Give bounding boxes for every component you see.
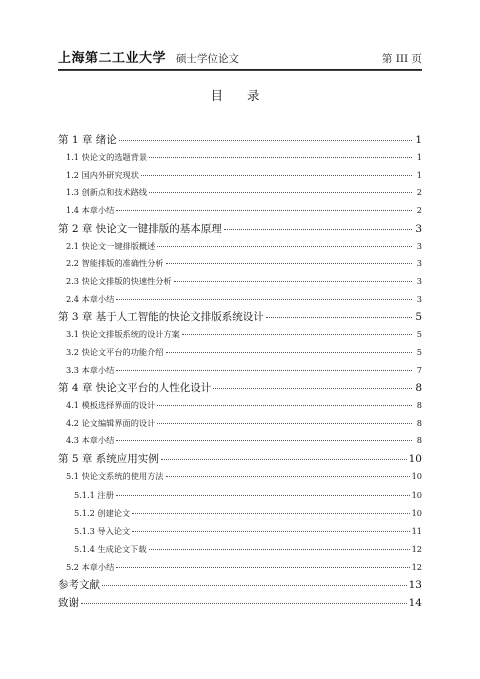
- toc-entry-page: 8: [416, 417, 422, 428]
- toc-entry-page: 10: [411, 489, 422, 500]
- dot-leader: [166, 476, 410, 477]
- header-divider: [58, 70, 422, 71]
- dot-leader: [116, 370, 412, 371]
- toc-entry-page: 10: [411, 508, 422, 519]
- toc-entry[interactable]: [58, 522, 422, 540]
- toc-entry-label: 1.1 快论文的选题背景: [66, 152, 148, 163]
- toc-entry-page: 2: [416, 204, 422, 215]
- toc-entry[interactable]: [58, 540, 422, 558]
- toc-entry-label: 致谢: [58, 597, 79, 610]
- toc-entry-label: 4.1 模板选择界面的设计: [66, 400, 156, 411]
- toc-entry-label: 5.1 快论文系统的使用方法: [66, 471, 164, 482]
- dot-leader: [174, 281, 412, 282]
- toc-entry[interactable]: [58, 255, 422, 273]
- dot-leader: [119, 140, 412, 141]
- dot-leader: [149, 192, 412, 193]
- toc-entry-page: 1: [416, 169, 422, 180]
- dot-leader: [116, 299, 412, 300]
- toc-entry[interactable]: [58, 379, 422, 397]
- dot-leader: [157, 246, 412, 247]
- toc-entry-label: 5.1.3 导入论文: [74, 526, 131, 537]
- toc-entry-label: 第 2 章 快论文一键排版的基本原理: [58, 222, 222, 235]
- toc-entry[interactable]: [58, 397, 422, 415]
- table-of-contents: [58, 131, 422, 613]
- toc-entry-page: 7: [416, 364, 422, 375]
- toc-entry-page: 8: [416, 435, 422, 446]
- toc-entry-label: 2.1 快论文一键排版概述: [66, 240, 156, 251]
- toc-entry-page: 10: [408, 453, 422, 466]
- toc-entry[interactable]: [58, 202, 422, 220]
- toc-entry-page: 1: [416, 152, 422, 163]
- toc-entry-page: 3: [415, 222, 422, 235]
- toc-entry-label: 5.1.2 创建论文: [74, 508, 131, 519]
- toc-entry-label: 第 1 章 绪论: [58, 134, 117, 146]
- dot-leader: [81, 603, 407, 604]
- toc-entry[interactable]: [58, 432, 422, 450]
- dot-leader: [116, 210, 412, 211]
- toc-entry-page: 8: [415, 382, 422, 395]
- dot-leader: [149, 549, 410, 550]
- toc-entry-page: 11: [411, 526, 422, 537]
- toc-entry[interactable]: [58, 308, 422, 326]
- toc-entry[interactable]: [58, 415, 422, 433]
- toc-entry-label: 3.3 本章小结: [66, 364, 115, 375]
- dot-leader: [213, 388, 412, 389]
- page-header: [58, 44, 422, 70]
- toc-entry-page: 5: [416, 346, 422, 357]
- dot-leader: [132, 531, 409, 532]
- toc-entry-label: 4.3 本章小结: [66, 435, 115, 446]
- toc-entry-page: 3: [416, 258, 422, 269]
- toc-entry-page: 14: [408, 597, 422, 610]
- toc-entry[interactable]: [58, 559, 422, 577]
- thesis-type: 硕士学位论文: [176, 53, 240, 65]
- toc-title: 目 录: [210, 88, 270, 103]
- toc-entry-label: 第 3 章 基于人工智能的快论文排版系统设计: [58, 311, 264, 324]
- dot-leader: [149, 157, 412, 158]
- toc-entry[interactable]: [58, 486, 422, 504]
- toc-entry[interactable]: [58, 468, 422, 486]
- toc-entry-page: 13: [408, 579, 422, 592]
- toc-entry-label: 第 4 章 快论文平台的人性化设计: [58, 382, 212, 395]
- toc-entry-label: 5.1.1 注册: [74, 489, 114, 500]
- toc-entry-label: 第 5 章 系统应用实例: [58, 453, 159, 466]
- toc-entry-label: 2.2 智能排版的准确性分析: [66, 258, 164, 269]
- toc-entry-page: 10: [411, 471, 422, 482]
- dot-leader: [266, 317, 412, 318]
- toc-entry-label: 3.2 快论文平台的功能介绍: [66, 346, 164, 357]
- toc-entry-label: 1.4 本章小结: [66, 204, 115, 215]
- toc-entry-page: 3: [416, 275, 422, 286]
- toc-entry-label: 参考文献: [58, 579, 100, 592]
- toc-entry-label: 2.4 本章小结: [66, 293, 115, 304]
- dot-leader: [157, 405, 412, 406]
- toc-entry-label: 1.3 创新点和技术路线: [66, 187, 148, 198]
- toc-entry-page: 8: [416, 400, 422, 411]
- toc-entry-page: 12: [411, 561, 422, 572]
- toc-entry[interactable]: [58, 184, 422, 202]
- toc-entry-page: 5: [415, 311, 422, 324]
- toc-entry[interactable]: [58, 576, 422, 594]
- toc-entry[interactable]: [58, 220, 422, 238]
- toc-entry[interactable]: [58, 362, 422, 380]
- dot-leader: [116, 440, 412, 441]
- toc-entry[interactable]: [58, 149, 422, 167]
- toc-entry[interactable]: [58, 344, 422, 362]
- toc-entry[interactable]: [58, 291, 422, 309]
- toc-entry-page: 2: [416, 187, 422, 198]
- dot-leader: [102, 585, 407, 586]
- toc-entry[interactable]: [58, 594, 422, 612]
- toc-entry-label: 4.2 论文编辑界面的设计: [66, 417, 156, 428]
- toc-entry[interactable]: [58, 450, 422, 468]
- toc-entry-label: 1.2 国内外研究现状: [66, 169, 139, 180]
- toc-entry-label: 5.1.4 生成论文下载: [74, 544, 147, 555]
- dot-leader: [132, 513, 409, 514]
- toc-entry[interactable]: [58, 131, 422, 149]
- header-left: [58, 47, 239, 66]
- toc-entry-label: 5.2 本章小结: [66, 561, 115, 572]
- toc-entry-page: 5: [416, 329, 422, 340]
- page-number: 第 III 页: [381, 53, 422, 65]
- toc-entry-label: 3.1 快论文排版系统的设计方案: [66, 329, 180, 340]
- toc-entry[interactable]: [58, 273, 422, 291]
- toc-entry[interactable]: [58, 238, 422, 256]
- dot-leader: [166, 263, 413, 264]
- toc-entry[interactable]: [58, 167, 422, 185]
- dot-leader: [182, 334, 412, 335]
- toc-entry-page: 3: [416, 240, 422, 251]
- toc-entry-page: 3: [416, 293, 422, 304]
- school-name: 上海第二工业大学: [58, 51, 167, 66]
- dot-leader: [224, 229, 412, 230]
- dot-leader: [116, 495, 410, 496]
- toc-entry-label: 2.3 快论文排版的快速性分析: [66, 275, 172, 286]
- dot-leader: [166, 352, 413, 353]
- dot-leader: [141, 175, 412, 176]
- dot-leader: [157, 423, 412, 424]
- toc-entry-page: 12: [411, 544, 422, 555]
- dot-leader: [161, 459, 407, 460]
- toc-entry[interactable]: [58, 326, 422, 344]
- toc-entry[interactable]: [58, 504, 422, 522]
- toc-entry-page: 1: [415, 134, 422, 146]
- dot-leader: [116, 567, 409, 568]
